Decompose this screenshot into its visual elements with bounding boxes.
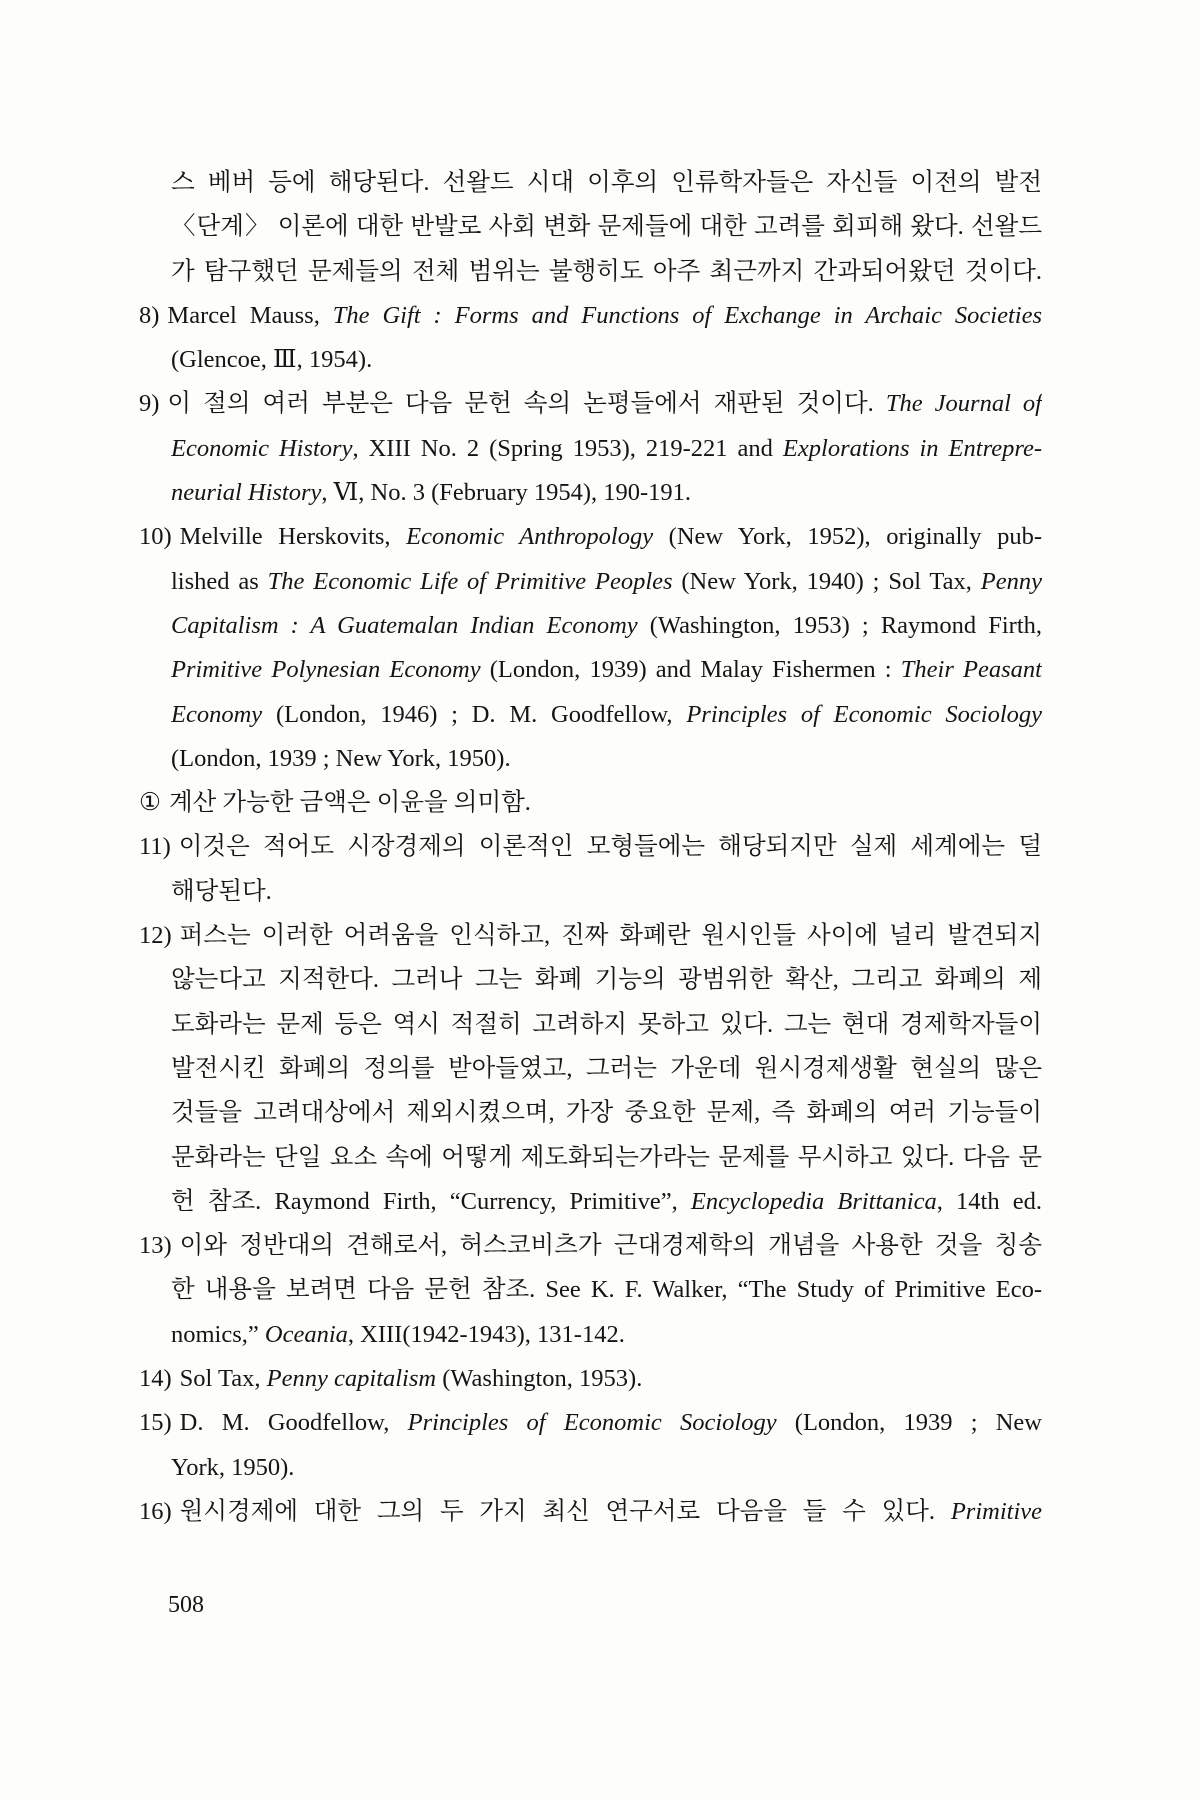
text-line xyxy=(171,1136,1042,1180)
text-line xyxy=(171,427,1042,471)
text-segment: (London, 1939) and Malay Fishermen : xyxy=(480,656,901,684)
italic-title-text: The Journal of xyxy=(885,390,1042,418)
text-line xyxy=(171,471,1042,515)
text-segment: nomics,” xyxy=(171,1320,265,1348)
text-segment: York, 1950). xyxy=(171,1453,295,1481)
italic-title-text: Economic History xyxy=(171,434,353,462)
text-segment: 발전시킨 화폐의 정의를 받아들였고, 그러는 가운데 원시경제생활 현실의 많은 xyxy=(171,1054,1042,1082)
footnote-start-line xyxy=(139,781,1042,825)
text-segment: 가 탐구했던 문제들의 전체 범위는 불행히도 아주 최근까지 간과되어왔던 것이다. xyxy=(171,257,1042,285)
text-line xyxy=(171,958,1042,1002)
footnote-start-line xyxy=(139,914,1042,958)
italic-title-text: Encyclopedia Brittanica xyxy=(690,1187,937,1215)
text-line xyxy=(171,737,1042,781)
text-line xyxy=(171,1003,1042,1047)
text-line xyxy=(171,693,1042,737)
text-line xyxy=(171,1091,1042,1135)
page-number: 508 xyxy=(168,1592,204,1618)
text-segment: 계산 가능한 금액은 이윤을 의미함. xyxy=(168,789,531,817)
italic-title-text: Capitalism : A Guatemalan Indian Economy xyxy=(171,611,638,639)
italic-title-text: Penny xyxy=(980,567,1042,595)
footnote-number: ① xyxy=(139,789,161,817)
footnote-number: 11) xyxy=(139,833,171,861)
text-segment: Marcel Mauss, xyxy=(167,301,333,329)
text-segment: 문화라는 단일 요소 속에 어떻게 제도화되는가라는 문제를 무시하고 있다. 다음 문 xyxy=(171,1143,1042,1171)
text-segment: 이와 정반대의 견해로서, 허스코비츠가 근대경제학의 개념을 사용한 것을 칭송 xyxy=(179,1232,1042,1260)
footnote-start-line xyxy=(139,1357,1042,1401)
text-line xyxy=(171,205,1042,249)
footnote-number: 13) xyxy=(139,1232,172,1260)
footnote-number: 8) xyxy=(139,301,160,329)
text-segment: , XIII(1942-1943), 131-142. xyxy=(347,1320,625,1348)
text-segment: (London, 1939 ; New xyxy=(776,1409,1042,1437)
footnote-number: 16) xyxy=(139,1497,172,1525)
footnote-number: 10) xyxy=(139,523,172,551)
text-line xyxy=(171,1047,1042,1091)
italic-title-text: Principles of Economic Sociology xyxy=(407,1409,777,1437)
italic-title-text: The Economic Life of Primitive Peoples xyxy=(267,567,673,595)
italic-title-text: Their Peasant xyxy=(900,656,1042,684)
text-segment: 이것은 적어도 시장경제의 이론적인 모형들에는 해당되지만 실제 세계에는 덜 xyxy=(178,833,1042,861)
footnote-start-line xyxy=(139,1224,1042,1268)
text-segment: , 14th ed. xyxy=(936,1187,1042,1215)
text-segment: (New York, 1940) ; Sol Tax, xyxy=(672,567,981,595)
footnote-number: 15) xyxy=(139,1409,172,1437)
text-segment: (New York, 1952), originally pub- xyxy=(653,523,1042,551)
text-segment: (Glencoe, Ⅲ, 1954). xyxy=(171,346,373,374)
footnote-start-line xyxy=(139,1401,1042,1445)
italic-title-text: Principles of Economic Sociology xyxy=(686,700,1042,728)
text-line xyxy=(171,161,1042,205)
text-segment: 〈단계〉 이론에 대한 반발로 사회 변화 문제들에 대한 고려를 회피해 왔다. 선왈드 xyxy=(171,213,1042,241)
footnotes-body xyxy=(139,161,1042,1534)
text-line xyxy=(171,870,1042,914)
italic-title-text: Primitive Polynesian Economy xyxy=(171,656,481,684)
footnote-number: 9) xyxy=(139,390,160,418)
text-line xyxy=(171,1268,1042,1312)
text-line xyxy=(171,1446,1042,1490)
text-segment: (Washington, 1953). xyxy=(436,1365,643,1393)
text-line xyxy=(171,1313,1042,1357)
text-segment: , XIII No. 2 (Spring 1953), 219-221 and xyxy=(352,434,783,462)
footnote-start-line xyxy=(139,294,1042,338)
text-segment: 스 베버 등에 해당된다. 선왈드 시대 이후의 인류학자들은 자신들 이전의 발전 xyxy=(171,169,1042,196)
text-segment: Melville Herskovits, xyxy=(179,523,407,551)
italic-title-text: Primitive xyxy=(950,1497,1042,1525)
italic-title-text: neurial History xyxy=(171,479,322,507)
text-segment: (London, 1939 ; New York, 1950). xyxy=(171,744,511,772)
italic-title-text: Economy xyxy=(171,700,263,728)
italic-title-text: Penny capitalism xyxy=(266,1365,437,1393)
italic-title-text: Economic Anthropology xyxy=(406,523,654,551)
text-segment: (London, 1946) ; D. M. Goodfellow, xyxy=(262,700,687,728)
text-line xyxy=(171,648,1042,692)
text-segment: 도화라는 문제 등은 역시 적절히 고려하지 못하고 있다. 그는 현대 경제학자들이 xyxy=(171,1010,1042,1038)
footnote-start-line xyxy=(139,515,1042,559)
text-segment: 것들을 고려대상에서 제외시켰으며, 가장 중요한 문제, 즉 화폐의 여러 기능들이 xyxy=(171,1099,1042,1127)
footnote-start-line xyxy=(139,825,1042,869)
footnote-number: 14) xyxy=(139,1365,172,1393)
italic-title-text: Explorations in Entrepre- xyxy=(782,434,1042,462)
text-segment: 해당된다. xyxy=(171,877,272,905)
text-segment: 한 내용을 보려면 다음 문헌 참조. See K. F. Walker, “The Study of Primitive Eco- xyxy=(171,1276,1042,1304)
italic-title-text: The Gift : Forms and Functions of Exchange in Archaic Societies xyxy=(332,301,1042,329)
text-segment: (Washington, 1953) ; Raymond Firth, xyxy=(637,611,1042,639)
text-segment: D. M. Goodfellow, xyxy=(179,1409,408,1437)
text-line xyxy=(171,250,1042,294)
text-line xyxy=(171,560,1042,604)
text-segment: 않는다고 지적한다. 그러나 그는 화폐 기능의 광범위한 확산, 그리고 화폐의 제 xyxy=(171,966,1042,994)
text-segment: , Ⅵ, No. 3 (February 1954), 190-191. xyxy=(321,479,692,507)
footnote-number: 12) xyxy=(139,922,172,950)
text-segment: 퍼스는 이러한 어려움을 인식하고, 진짜 화폐란 원시인들 사이에 널리 발견되지 xyxy=(179,922,1042,950)
footnote-start-line xyxy=(139,1490,1042,1534)
text-segment: 원시경제에 대한 그의 두 가지 최신 연구서로 다음을 들 수 있다. xyxy=(179,1497,951,1525)
text-segment: 이 절의 여러 부분은 다음 문헌 속의 논평들에서 재판된 것이다. xyxy=(167,390,886,418)
footnote-start-line xyxy=(139,382,1042,426)
text-segment: Sol Tax, xyxy=(179,1365,267,1393)
text-line xyxy=(171,1180,1042,1224)
text-line xyxy=(171,338,1042,382)
italic-title-text: Oceania xyxy=(264,1320,348,1348)
text-line xyxy=(171,604,1042,648)
text-segment: lished as xyxy=(171,567,268,595)
text-segment: 헌 참조. Raymond Firth, “Currency, Primitive”, xyxy=(171,1187,691,1215)
